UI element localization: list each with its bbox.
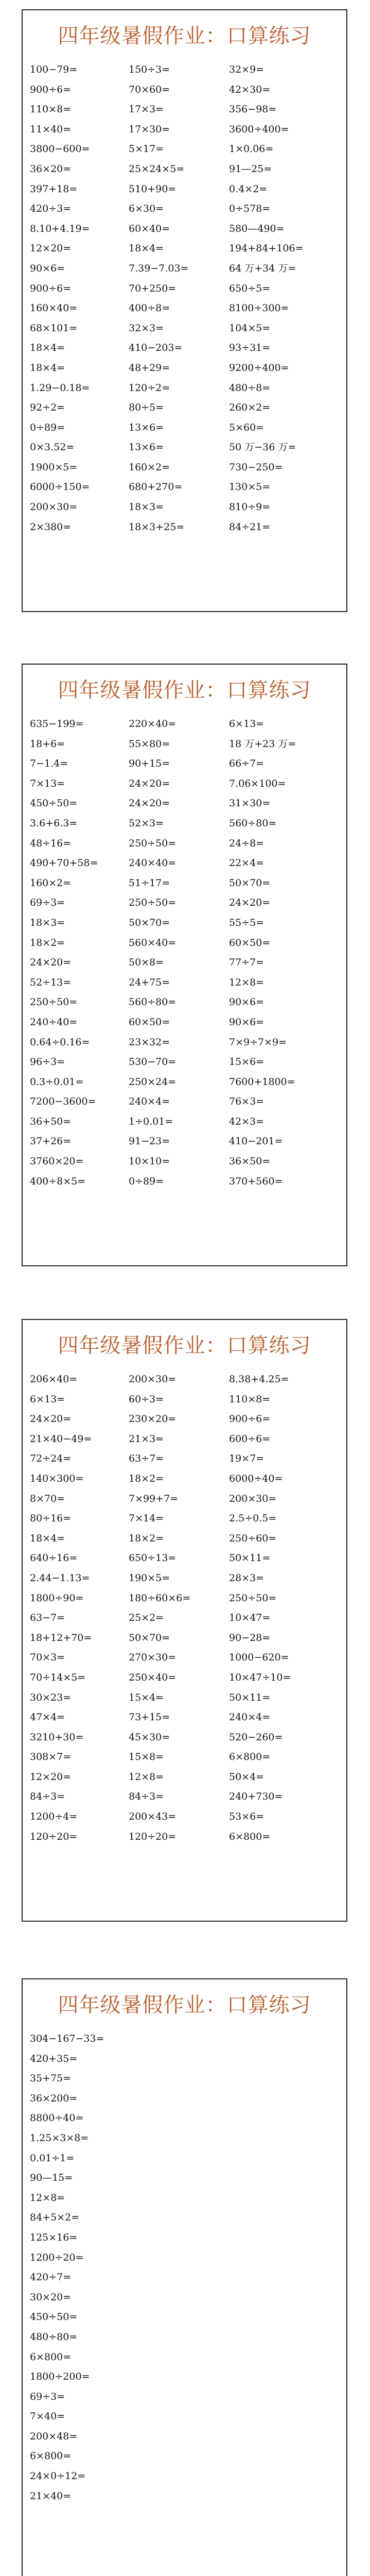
problem-item: 240÷40= xyxy=(30,1016,78,1028)
problem-item: 12×8= xyxy=(129,1771,164,1783)
problem-item: 42×30= xyxy=(229,83,271,95)
problem-item: 18+6= xyxy=(30,738,65,750)
problem-item: 230×20= xyxy=(129,1413,177,1425)
problem-item: 30×23= xyxy=(30,1691,72,1703)
problem-item: 25×2= xyxy=(129,1612,164,1624)
problem-item: 250÷50= xyxy=(129,897,177,909)
problem-item: 7600+1800= xyxy=(229,1076,295,1088)
problem-item: 1×0.06= xyxy=(229,143,274,155)
problem-item: 0.01÷1= xyxy=(30,2152,75,2164)
problem-item: 260×2= xyxy=(229,402,271,414)
problem-item: 51÷17= xyxy=(129,877,170,889)
problem-item: 560÷80= xyxy=(129,996,177,1008)
problem-item: 3760×20= xyxy=(30,1156,84,1167)
problem-item: 18×4= xyxy=(129,243,164,255)
problem-item: 69÷3= xyxy=(30,2391,65,2402)
problem-item: 36×20= xyxy=(30,163,72,175)
problem-item: 0×3.52= xyxy=(30,442,75,453)
problem-grid xyxy=(30,1369,341,1846)
problem-item: 3600÷400= xyxy=(229,123,289,135)
problem-item: 10×10= xyxy=(129,1156,170,1167)
problem-item: 7×40= xyxy=(30,2411,65,2422)
problem-item: 47×4= xyxy=(30,1711,65,1723)
problem-item: 55÷5= xyxy=(229,917,265,928)
problem-item: 810÷9= xyxy=(229,501,271,513)
problem-item: 3210+30= xyxy=(30,1731,84,1743)
problem-item: 450÷50= xyxy=(30,2311,78,2323)
problem-item: 35+75= xyxy=(30,2073,72,2084)
problem-item: 240×40= xyxy=(129,857,177,869)
problem-item: 76×3= xyxy=(229,1096,265,1108)
problem-item: 17×30= xyxy=(129,123,170,135)
problem-item: 15×8= xyxy=(129,1751,164,1763)
worksheet-title: 四年级暑假作业：口算练习 xyxy=(58,679,311,702)
problem-item: 7×14= xyxy=(129,1513,164,1524)
problem-item: 52÷13= xyxy=(30,976,72,988)
problem-item: 580—490= xyxy=(229,223,285,234)
problem-item: 21×40= xyxy=(30,2490,72,2502)
problem-item: 13×6= xyxy=(129,421,164,433)
problem-item: 200×30= xyxy=(30,501,78,513)
problem-item: 420÷7= xyxy=(30,2272,72,2283)
problem-item: 42×3= xyxy=(229,1115,265,1127)
problem-item: 650÷5= xyxy=(229,282,271,294)
problem-item: 72÷24= xyxy=(30,1453,72,1465)
problem-item: 200×48= xyxy=(30,2430,78,2442)
problem-item: 400÷8×5= xyxy=(30,1175,86,1187)
problem-item: 50×70= xyxy=(129,1632,170,1643)
problem-item: 160×40= xyxy=(30,302,78,314)
worksheet-title: 四年级暑假作业：口算练习 xyxy=(58,1993,311,2017)
problem-item: 9200÷400= xyxy=(229,362,289,374)
problem-item: 270×30= xyxy=(129,1652,177,1664)
problem-item: 55×80= xyxy=(129,738,170,750)
problem-item: 7.39−7.03= xyxy=(129,262,189,274)
problem-item: 1200÷4= xyxy=(30,1811,78,1823)
problem-item: 73+15= xyxy=(129,1711,170,1723)
problem-item: 91−23= xyxy=(129,1136,170,1147)
problem-item: 92÷2= xyxy=(30,402,65,414)
problem-item: 240×4= xyxy=(129,1096,170,1108)
problem-item: 150÷3= xyxy=(129,64,170,75)
problem-item: 240+730= xyxy=(229,1791,283,1803)
problem-item: 12×20= xyxy=(30,1771,72,1783)
problem-item: 120÷2= xyxy=(129,382,170,394)
problem-item: 3.6+6.3= xyxy=(30,817,78,829)
problem-item: 200×30= xyxy=(229,1493,277,1504)
worksheet-title: 四年级暑假作业：口算练习 xyxy=(58,1334,311,1358)
problem-item: 308×7= xyxy=(30,1751,72,1763)
problem-item: 240×4= xyxy=(229,1711,271,1723)
problem-item: 90−28= xyxy=(229,1632,271,1643)
problem-item: 490+70+58= xyxy=(30,857,98,869)
problem-item: 24×20= xyxy=(30,957,72,969)
problem-item: 50×11= xyxy=(229,1691,271,1703)
problem-item: 50×11= xyxy=(229,1552,271,1564)
problem-item: 680+270= xyxy=(129,481,183,493)
problem-item: 77÷7= xyxy=(229,957,265,969)
problem-item: 60×50= xyxy=(129,1016,170,1028)
problem-item: 650÷13= xyxy=(129,1552,177,1564)
problem-item: 420+35= xyxy=(30,2053,78,2064)
worksheet-title: 四年级暑假作业：口算练习 xyxy=(58,24,311,48)
problem-item: 17×3= xyxy=(129,104,164,115)
problem-item: 18×2= xyxy=(129,1472,164,1484)
problem-item: 12×8= xyxy=(30,2192,65,2204)
problem-item: 50×4= xyxy=(229,1771,265,1783)
problem-item: 410−201= xyxy=(229,1136,283,1147)
problem-item: 1900×5= xyxy=(30,461,78,473)
problem-item: 24×20= xyxy=(229,897,271,909)
problem-item: 50 万−36 万= xyxy=(229,442,296,453)
problem-item: 32×3= xyxy=(129,322,164,334)
problem-item: 96÷3= xyxy=(30,1056,65,1068)
problem-item: 90×6= xyxy=(229,1016,265,1028)
problem-item: 520−260= xyxy=(229,1731,283,1743)
problem-item: 10×47÷10= xyxy=(229,1671,291,1683)
problem-item: 1200÷20= xyxy=(30,2251,84,2263)
problem-item: 5×60= xyxy=(229,421,265,433)
problem-item: 63÷7= xyxy=(129,1453,164,1465)
problem-item: 11×40= xyxy=(30,123,72,135)
problem-item: 0÷89= xyxy=(129,1175,164,1187)
problem-item: 190×5= xyxy=(129,1572,170,1584)
problem-item: 130×5= xyxy=(229,481,271,493)
problem-item: 640÷16= xyxy=(30,1552,78,1564)
problem-item: 110×8= xyxy=(30,104,72,115)
problem-item: 0.3÷0.01= xyxy=(30,1076,84,1088)
worksheet-1 xyxy=(22,9,347,612)
problem-item: 63−7= xyxy=(30,1612,65,1624)
problem-item: 730−250= xyxy=(229,461,283,473)
problem-item: 1.25×3×8= xyxy=(30,2132,89,2144)
problem-item: 194+84+106= xyxy=(229,243,304,255)
problem-item: 24+75= xyxy=(129,976,170,988)
problem-item: 50×70= xyxy=(229,877,271,889)
problem-item: 90×6= xyxy=(30,262,65,274)
problem-item: 70+250= xyxy=(129,282,177,294)
problem-item: 23×32= xyxy=(129,1036,170,1048)
problem-item: 1800÷200= xyxy=(30,2371,90,2383)
problem-item: 6×13= xyxy=(229,718,265,730)
problem-item: 635−199= xyxy=(30,718,84,730)
problem-item: 45×30= xyxy=(129,1731,170,1743)
problem-item: 50×8= xyxy=(129,957,164,969)
problem-item: 36×200= xyxy=(30,2092,78,2104)
problem-item: 21×40−49= xyxy=(30,1433,92,1445)
problem-item: 560×40= xyxy=(129,937,177,948)
problem-item: 36+50= xyxy=(30,1115,72,1127)
problem-item: 8×70= xyxy=(30,1493,65,1504)
problem-item: 6000÷40= xyxy=(229,1472,283,1484)
worksheet-2 xyxy=(22,664,347,1266)
problem-item: 7−1.4= xyxy=(30,758,68,770)
problem-item: 120÷20= xyxy=(129,1831,177,1842)
problem-item: 450÷50= xyxy=(30,798,78,809)
problem-item: 7×99+7= xyxy=(129,1493,179,1504)
problem-item: 1000−620= xyxy=(229,1652,289,1664)
problem-item: 52×3= xyxy=(129,817,164,829)
problem-item: 68×101= xyxy=(30,322,78,334)
problem-item: 7.06×100= xyxy=(229,777,286,789)
problem-item: 15×6= xyxy=(229,1056,265,1068)
problem-item: 480÷80= xyxy=(30,2331,78,2343)
problem-item: 250÷60= xyxy=(229,1532,277,1544)
problem-item: 48÷16= xyxy=(30,837,72,849)
problem-item: 28×3= xyxy=(229,1572,265,1584)
problem-item: 69÷3= xyxy=(30,897,65,909)
problem-item: 31×30= xyxy=(229,798,271,809)
problem-item: 900÷6= xyxy=(229,1413,271,1425)
problem-item: 6×800= xyxy=(30,2450,72,2462)
problem-item: 0.4×2= xyxy=(229,183,268,195)
problem-item: 60÷3= xyxy=(129,1393,164,1405)
problem-item: 53×6= xyxy=(229,1811,265,1823)
problem-item: 2.5÷0.5= xyxy=(229,1513,277,1524)
problem-item: 19×7= xyxy=(229,1453,265,1465)
problem-item: 900÷6= xyxy=(30,282,72,294)
problem-item: 160×2= xyxy=(30,877,72,889)
problem-item: 84÷3= xyxy=(30,1791,65,1803)
problem-item: 18×4= xyxy=(30,1532,65,1544)
problem-item: 6×800= xyxy=(30,2351,72,2363)
problem-item: 60×50= xyxy=(229,937,271,948)
problem-item: 8.38+4.25= xyxy=(229,1374,289,1385)
problem-item: 93÷31= xyxy=(229,342,271,354)
problem-item: 180÷60×6= xyxy=(129,1592,191,1604)
problem-item: 400÷8= xyxy=(129,302,170,314)
problem-item: 12×20= xyxy=(30,243,72,255)
problem-item: 250÷50= xyxy=(229,1592,277,1604)
problem-item: 7×9÷7×9= xyxy=(229,1036,287,1048)
worksheet-4 xyxy=(22,1978,347,2576)
problem-item: 397+18= xyxy=(30,183,78,195)
problem-item: 6×800= xyxy=(229,1751,271,1763)
problem-item: 8100÷300= xyxy=(229,302,289,314)
problem-item: 110×8= xyxy=(229,1393,271,1405)
problem-item: 6×800= xyxy=(229,1831,271,1842)
problem-item: 24×20= xyxy=(30,1413,72,1425)
problem-item: 200×43= xyxy=(129,1811,177,1823)
problem-item: 90+15= xyxy=(129,758,170,770)
problem-item: 5×17= xyxy=(129,143,164,155)
problem-item: 25×24×5= xyxy=(129,163,185,175)
problem-item: 2.44−1.13= xyxy=(30,1572,90,1584)
problem-item: 250×40= xyxy=(129,1671,177,1683)
problem-item: 80÷16= xyxy=(30,1513,72,1524)
problem-item: 7×13= xyxy=(30,777,65,789)
problem-item: 125×16= xyxy=(30,2231,78,2243)
problem-item: 160×2= xyxy=(129,461,170,473)
problem-item: 15×4= xyxy=(129,1691,164,1703)
problem-item: 100−79= xyxy=(30,64,78,75)
problem-item: 250÷50= xyxy=(129,837,177,849)
problem-item: 60×40= xyxy=(129,223,170,234)
problem-item: 140×300= xyxy=(30,1472,84,1484)
problem-item: 24×20= xyxy=(129,777,170,789)
problem-item: 13×6= xyxy=(129,442,164,453)
problem-item: 12×8= xyxy=(229,976,265,988)
problem-item: 304−167−33= xyxy=(30,2033,104,2044)
problem-item: 24÷8= xyxy=(229,837,265,849)
worksheet-3 xyxy=(22,1319,347,1922)
problem-item: 18×2= xyxy=(30,937,65,948)
problem-item: 18×2= xyxy=(129,1532,164,1544)
problem-item: 64 万+34 万= xyxy=(229,262,296,274)
problem-item: 7200−3600= xyxy=(30,1096,96,1108)
problem-item: 70×60= xyxy=(129,83,170,95)
problem-grid xyxy=(30,60,341,537)
problem-item: 0÷89= xyxy=(30,421,65,433)
problem-item: 250÷50= xyxy=(30,996,78,1008)
problem-item: 410−203= xyxy=(129,342,183,354)
problem-item: 91—25= xyxy=(229,163,272,175)
problem-item: 6×30= xyxy=(129,203,164,215)
problem-item: 900÷6= xyxy=(30,83,72,95)
problem-item: 6×13= xyxy=(30,1393,65,1405)
problem-item: 1÷0.01= xyxy=(129,1115,173,1127)
problem-item: 18+12+70= xyxy=(30,1632,92,1643)
problem-item: 66÷7= xyxy=(229,758,265,770)
problem-item: 84+5×2= xyxy=(30,2212,80,2224)
problem-item: 18×3= xyxy=(129,501,164,513)
problem-item: 90×6= xyxy=(229,996,265,1008)
problem-item: 21×3= xyxy=(129,1433,164,1445)
problem-item: 18×3+25= xyxy=(129,521,185,533)
problem-item: 2×380= xyxy=(30,521,72,533)
problem-item: 18×4= xyxy=(30,342,65,354)
problem-item: 18 万+23 万= xyxy=(229,738,296,750)
problem-item: 0÷578= xyxy=(229,203,271,215)
problem-item: 30×20= xyxy=(30,2291,72,2303)
problem-item: 370+560= xyxy=(229,1175,283,1187)
problem-item: 510+90= xyxy=(129,183,177,195)
problem-item: 206×40= xyxy=(30,1374,78,1385)
problem-item: 48+29= xyxy=(129,362,170,374)
problem-item: 250×24= xyxy=(129,1076,177,1088)
problem-item: 8.10+4.19= xyxy=(30,223,90,234)
problem-item: 356−98= xyxy=(229,104,277,115)
problem-item: 420÷3= xyxy=(30,203,72,215)
problem-item: 220×40= xyxy=(129,718,177,730)
problem-item: 18×4= xyxy=(30,362,65,374)
problem-item: 530−70= xyxy=(129,1056,177,1068)
problem-grid xyxy=(30,714,341,1191)
problem-item: 10×47= xyxy=(229,1612,271,1624)
problem-item: 50×70= xyxy=(129,917,170,928)
problem-item: 90—15= xyxy=(30,2172,73,2184)
problem-item: 6000÷150= xyxy=(30,481,90,493)
problem-item: 70×3= xyxy=(30,1652,65,1664)
problem-item: 36×50= xyxy=(229,1156,271,1167)
problem-item: 600÷6= xyxy=(229,1433,271,1445)
problem-item: 120÷20= xyxy=(30,1831,78,1842)
problem-item: 22×4= xyxy=(229,857,265,869)
problem-item: 18×3= xyxy=(30,917,65,928)
problem-item: 32×9= xyxy=(229,64,265,75)
problem-item: 104×5= xyxy=(229,322,271,334)
problem-item: 8800÷40= xyxy=(30,2112,84,2124)
problem-item: 24×0÷12= xyxy=(30,2470,86,2482)
problem-item: 80÷5= xyxy=(129,402,164,414)
problem-item: 84÷3= xyxy=(129,1791,164,1803)
problem-item: 480÷8= xyxy=(229,382,271,394)
problem-item: 560÷80= xyxy=(229,817,277,829)
problem-item: 1.29−0.18= xyxy=(30,382,90,394)
problem-item: 37+26= xyxy=(30,1136,72,1147)
problem-item: 1800÷90= xyxy=(30,1592,84,1604)
problem-grid xyxy=(30,2029,341,2506)
problem-item: 200×30= xyxy=(129,1374,177,1385)
problem-item: 24×20= xyxy=(129,798,170,809)
problem-item: 70÷14×5= xyxy=(30,1671,86,1683)
problem-item: 84÷21= xyxy=(229,521,271,533)
problem-item: 0.64÷0.16= xyxy=(30,1036,90,1048)
problem-item: 3800−600= xyxy=(30,143,90,155)
